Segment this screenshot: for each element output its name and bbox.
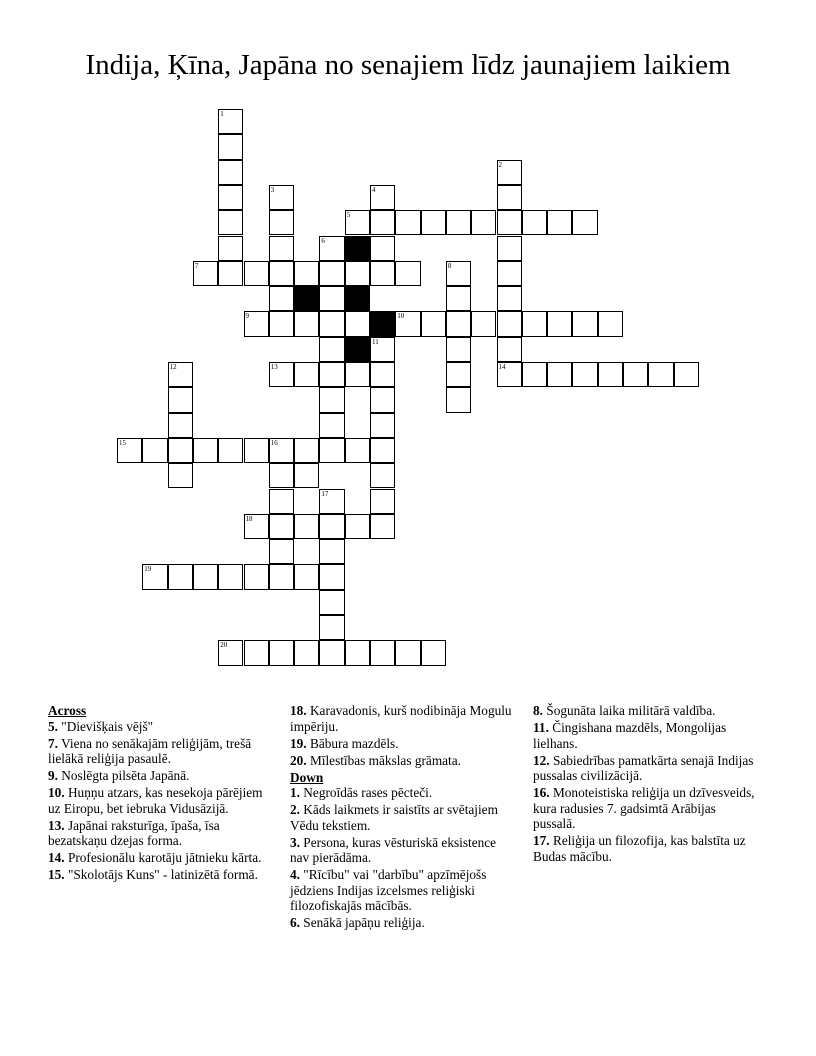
grid-cell[interactable] — [193, 564, 218, 589]
grid-cell[interactable] — [294, 640, 319, 665]
grid-cell[interactable] — [471, 210, 496, 235]
grid-cell[interactable] — [269, 564, 294, 589]
grid-cell[interactable] — [421, 210, 446, 235]
clue-item — [290, 915, 512, 931]
grid-cell[interactable] — [319, 286, 344, 311]
grid-cell[interactable] — [370, 413, 395, 438]
clue-number: 18 — [245, 514, 253, 523]
clue-number: 16 — [270, 438, 278, 447]
clue-item-number: 14. — [48, 850, 65, 865]
clue-number: 12 — [169, 363, 177, 371]
clue-item-number: 11. — [533, 720, 549, 735]
grid-cell[interactable] — [294, 362, 319, 387]
grid-cell[interactable] — [370, 210, 395, 235]
clue-item-number: 15. — [48, 867, 65, 882]
clue-item-number: 10. — [48, 785, 65, 800]
grid-cell[interactable] — [244, 564, 269, 589]
grid-cell[interactable] — [269, 640, 294, 665]
clue-item-number: 4. — [290, 867, 300, 882]
grid-cell[interactable] — [395, 640, 420, 665]
grid-cell[interactable] — [218, 564, 243, 589]
black-cell — [294, 286, 319, 311]
grid-cell[interactable] — [345, 362, 370, 387]
across-heading: Across — [48, 703, 87, 718]
clue-item-text: Senākā japāņu reliģija. — [299, 915, 425, 930]
clue-item — [48, 850, 268, 866]
grid-cell[interactable] — [244, 438, 269, 463]
clue-number: 8 — [447, 261, 452, 270]
grid-cell[interactable] — [446, 210, 471, 235]
page-title: Indija, Ķīna, Japāna no senajiem līdz jaunajiem laikiem — [85, 49, 731, 81]
grid-cell[interactable] — [218, 210, 243, 235]
grid-cell[interactable] — [370, 362, 395, 387]
clue-item — [290, 785, 512, 801]
grid-cell[interactable] — [370, 489, 395, 514]
grid-cell[interactable] — [269, 311, 294, 336]
grid-cell[interactable] — [319, 337, 344, 362]
grid-cell[interactable] — [218, 160, 243, 185]
grid-cell[interactable] — [193, 438, 218, 463]
black-cell — [345, 236, 370, 261]
grid-cell[interactable] — [218, 236, 243, 261]
grid-cell[interactable] — [421, 640, 446, 665]
grid-cell[interactable] — [269, 261, 294, 286]
grid-cell[interactable] — [345, 311, 370, 336]
grid-cell[interactable] — [648, 362, 673, 387]
clue-item-number: 3. — [290, 834, 300, 850]
clue-number: 17 — [321, 489, 329, 498]
clue-item-text: Bābura mazdēls. — [306, 735, 399, 751]
clue-item — [533, 785, 755, 832]
clue-item — [48, 785, 268, 816]
clue-item-text: "Skolotājs Kuns" - latinizētā formā. — [64, 867, 258, 882]
grid-cell[interactable] — [319, 387, 344, 412]
clue-item-text: Negroīdās rases pēcteči. — [299, 785, 433, 800]
clue-item-number: 7. — [48, 735, 58, 751]
clue-number: 15 — [119, 438, 126, 447]
grid-cell[interactable] — [269, 489, 294, 514]
clue-item-text: Kāds laikmets ir saistīts ar svētajiem Vēdu tekstiem. — [290, 802, 498, 833]
clue-number: 20 — [220, 641, 228, 650]
clue-item-number: 16. — [533, 785, 550, 800]
clue-item — [48, 867, 268, 883]
grid-cell[interactable] — [218, 185, 243, 210]
clue-item-text: Karavadonis, kurš nodibināja Mogulu impēriju. — [290, 703, 512, 734]
clue-item — [48, 719, 268, 735]
clue-item-text: Huņņu atzars, kas nesekoja pārējiem uz Eiropu, bet iebruka Vidusāzijā. — [48, 785, 263, 816]
grid-cell[interactable] — [269, 514, 294, 539]
grid-cell[interactable] — [269, 286, 294, 311]
grid-cell[interactable] — [319, 539, 344, 564]
clue-item-number: 8. — [533, 703, 543, 718]
clue-number: 5 — [346, 211, 351, 220]
grid-cell[interactable] — [345, 640, 370, 665]
clue-item — [48, 818, 268, 849]
grid-cell[interactable] — [193, 261, 218, 286]
clue-item-number: 2. — [290, 802, 300, 817]
grid-cell[interactable] — [168, 413, 193, 438]
grid-cell[interactable] — [522, 210, 547, 235]
black-cell — [370, 311, 395, 336]
grid-cell[interactable] — [319, 438, 344, 463]
grid-cell[interactable] — [370, 337, 395, 362]
grid-cell[interactable] — [244, 311, 269, 336]
grid-cell[interactable] — [572, 210, 597, 235]
grid-cell[interactable] — [218, 109, 243, 134]
clue-number: 10 — [397, 312, 405, 321]
grid-cell[interactable] — [370, 514, 395, 539]
grid-cell[interactable] — [319, 311, 344, 336]
clue-item — [290, 753, 512, 769]
grid-cell[interactable] — [269, 438, 294, 463]
clue-number: 4 — [372, 185, 376, 194]
clue-item — [290, 802, 512, 833]
clue-item-text: Profesionālu karotāju jātnieku kārta. — [64, 850, 262, 865]
clue-item-text: "Dievišķais vējš" — [57, 718, 154, 734]
grid-cell[interactable] — [370, 438, 395, 463]
grid-cell[interactable] — [522, 362, 547, 387]
down-heading: Down — [290, 769, 324, 785]
clue-number: 13 — [270, 363, 278, 371]
grid-cell[interactable] — [370, 387, 395, 412]
grid-cell[interactable] — [497, 185, 522, 210]
clue-item-number: 13. — [48, 817, 65, 833]
grid-cell[interactable] — [572, 311, 597, 336]
grid-cell[interactable] — [497, 236, 522, 261]
grid-cell[interactable] — [497, 286, 522, 311]
grid-cell[interactable] — [269, 539, 294, 564]
clue-item-text: "Rīcību" vai "darbību" apzīmējošs jēdziens Indijas izcelsmes reliģiski filozofiskajās mācībās. — [290, 867, 487, 913]
grid-cell[interactable] — [446, 286, 471, 311]
grid-cell[interactable] — [446, 337, 471, 362]
grid-cell[interactable] — [269, 362, 294, 387]
grid-cell[interactable] — [142, 564, 167, 589]
clue-list — [290, 785, 512, 931]
clues-column-3 — [533, 703, 755, 866]
grid-cell[interactable] — [497, 362, 522, 387]
clue-number: 2 — [498, 160, 502, 169]
grid-cell[interactable] — [446, 387, 471, 412]
grid-cell[interactable] — [547, 210, 572, 235]
grid-cell[interactable] — [244, 514, 269, 539]
clue-list — [533, 703, 755, 864]
grid-cell[interactable] — [345, 438, 370, 463]
grid-cell[interactable] — [370, 640, 395, 665]
grid-cell[interactable] — [497, 210, 522, 235]
clue-item — [290, 835, 512, 866]
grid-cell[interactable] — [244, 640, 269, 665]
clue-item-number: 20. — [290, 752, 307, 768]
grid-cell[interactable] — [598, 362, 623, 387]
grid-cell[interactable] — [319, 362, 344, 387]
grid-cell[interactable] — [471, 311, 496, 336]
grid-cell[interactable] — [218, 438, 243, 463]
grid-cell[interactable] — [598, 311, 623, 336]
clue-number: 6 — [321, 236, 325, 245]
grid-cell[interactable] — [218, 261, 243, 286]
clue-item-number: 9. — [48, 768, 58, 783]
grid-cell[interactable] — [168, 387, 193, 412]
clue-item-text: Mīlestības mākslas grāmata. — [306, 752, 461, 768]
clue-number: 19 — [144, 565, 152, 574]
grid-cell[interactable] — [319, 413, 344, 438]
grid-cell[interactable] — [395, 311, 420, 336]
clue-item-text: Viena no senākajām reliģijām, trešā lielākā reliģija pasaulē. — [48, 735, 252, 766]
clue-item-number: 1. — [290, 785, 300, 800]
clue-item — [290, 703, 512, 734]
grid-cell[interactable] — [547, 311, 572, 336]
grid-cell[interactable] — [117, 438, 142, 463]
clue-item-number: 12. — [533, 752, 550, 768]
clue-list — [48, 719, 268, 883]
grid-cell[interactable] — [572, 362, 597, 387]
clue-item — [533, 703, 755, 719]
grid-cell[interactable] — [497, 337, 522, 362]
grid-cell[interactable] — [623, 362, 648, 387]
clue-item — [48, 736, 268, 767]
grid-cell[interactable] — [269, 463, 294, 488]
grid-cell[interactable] — [345, 210, 370, 235]
grid-cell[interactable] — [319, 514, 344, 539]
grid-cell[interactable] — [446, 261, 471, 286]
black-cell — [345, 286, 370, 311]
clue-item-text: Japānai raksturīga, īpaša, īsa bezatskaņu dzejas forma. — [48, 817, 220, 848]
grid-cell[interactable] — [370, 463, 395, 488]
grid-cell[interactable] — [269, 185, 294, 210]
clue-item-text: Noslēgta pilsēta Japānā. — [57, 768, 190, 783]
clue-item — [533, 833, 755, 864]
clue-number: 14 — [498, 363, 506, 371]
clue-list — [290, 703, 512, 768]
clue-item — [533, 753, 755, 784]
grid-cell[interactable] — [294, 514, 319, 539]
clues-column-2 — [290, 703, 512, 932]
grid-cell[interactable] — [319, 615, 344, 640]
clue-item — [48, 768, 268, 784]
clue-number: 3 — [270, 185, 275, 194]
grid-cell[interactable] — [269, 236, 294, 261]
grid-cell[interactable] — [218, 640, 243, 665]
grid-cell[interactable] — [168, 438, 193, 463]
grid-cell[interactable] — [497, 160, 522, 185]
clue-number: 7 — [194, 261, 199, 270]
clue-item-text: Persona, kuras vēsturiskā eksistence nav pierādāma. — [290, 834, 497, 865]
clue-item-text: Monoteistiska reliģija un dzīvesveids, kura radusies 7. gadsimtā Arābijas pussalā. — [533, 785, 755, 831]
clue-item-text: Šogunāta laika militārā valdība. — [542, 703, 716, 718]
grid-cell[interactable] — [345, 514, 370, 539]
grid-cell[interactable] — [395, 261, 420, 286]
grid-cell[interactable] — [244, 261, 269, 286]
clue-item-text: Reliģija un filozofija, kas balstīta uz Budas mācību. — [533, 833, 746, 864]
clue-number: 11 — [372, 337, 379, 346]
clues-column-1 — [48, 703, 268, 884]
grid-cell[interactable] — [294, 463, 319, 488]
clue-item-number: 19. — [290, 735, 307, 751]
grid-cell[interactable] — [168, 463, 193, 488]
grid-cell[interactable] — [370, 236, 395, 261]
grid-cell[interactable] — [421, 311, 446, 336]
clue-item-text: Sabiedrības pamatkārta senajā Indijas pussalas civilizācijā. — [533, 752, 754, 783]
grid-cell[interactable] — [446, 311, 471, 336]
clue-item-number: 6. — [290, 915, 300, 930]
clue-number: 9 — [245, 312, 249, 321]
clue-item-number: 5. — [48, 718, 58, 734]
grid-cell[interactable] — [674, 362, 699, 387]
grid-cell[interactable] — [522, 311, 547, 336]
grid-cell[interactable] — [319, 236, 344, 261]
grid-cell[interactable] — [218, 134, 243, 159]
grid-cell[interactable] — [497, 261, 522, 286]
clue-item — [290, 736, 512, 752]
grid-cell[interactable] — [294, 438, 319, 463]
grid-cell[interactable] — [319, 261, 344, 286]
grid-cell[interactable] — [168, 362, 193, 387]
clue-item-number: 17. — [533, 833, 550, 848]
grid-cell[interactable] — [168, 564, 193, 589]
grid-cell[interactable] — [294, 311, 319, 336]
grid-cell[interactable] — [294, 564, 319, 589]
grid-cell[interactable] — [319, 640, 344, 665]
grid-cell[interactable] — [319, 489, 344, 514]
grid-cell[interactable] — [319, 590, 344, 615]
grid-cell[interactable] — [294, 261, 319, 286]
grid-cell[interactable] — [547, 362, 572, 387]
grid-cell[interactable] — [370, 185, 395, 210]
clue-item-number: 18. — [290, 703, 307, 718]
grid-cell[interactable] — [370, 261, 395, 286]
clue-number: 1 — [220, 110, 224, 118]
grid-cell[interactable] — [395, 210, 420, 235]
grid-cell[interactable] — [142, 438, 167, 463]
grid-cell[interactable] — [497, 311, 522, 336]
clue-item — [290, 867, 512, 914]
grid-cell[interactable] — [446, 362, 471, 387]
clue-item-text: Čingishana mazdēls, Mongolijas lielhans. — [533, 720, 727, 751]
grid-cell[interactable] — [345, 261, 370, 286]
grid-cell[interactable] — [319, 564, 344, 589]
black-cell — [345, 337, 370, 362]
clue-item — [533, 720, 755, 751]
grid-cell[interactable] — [269, 210, 294, 235]
